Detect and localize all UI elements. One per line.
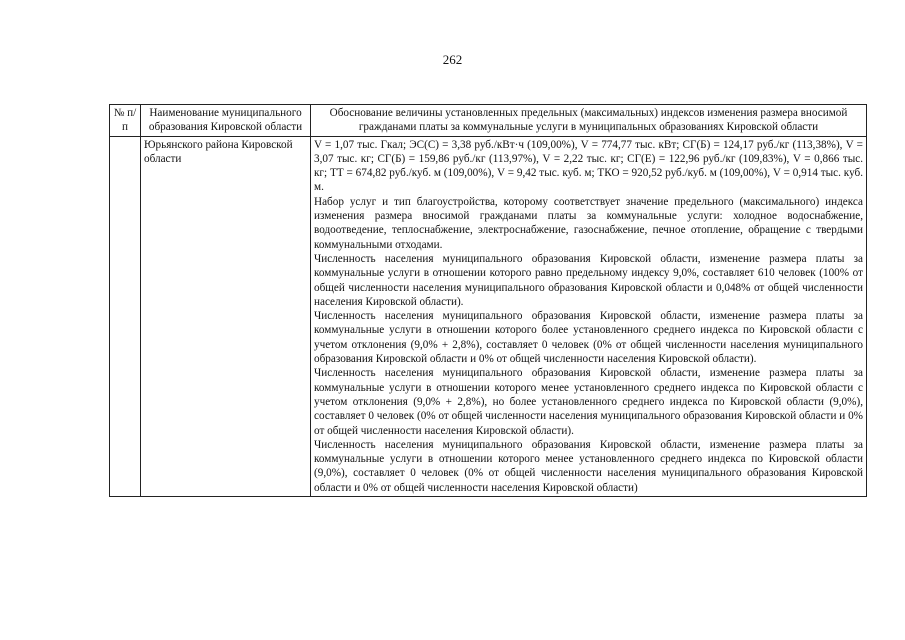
justification-paragraph: Численность населения муниципального образования Кировской области, изменение размера платы за коммунальные услуги в отношении которого менее установленного среднего индекса по Кировской области (9,0%), составляет 0 человек (0% от общей численности населения муниципального образования Кировской области и 0% от общей численности населения Кировской области) <box>314 438 863 494</box>
justification-paragraph: V = 1,07 тыс. Гкал; ЭС(С) = 3,38 руб./кВт·ч (109,00%), V = 774,77 тыс. кВт; СГ(Б) = 124,17 руб./кг (113,38%), V = 3,07 тыс. кг; СГ(Б) = 159,86 руб./кг (113,97%), V = 2,22 тыс. кг; СГ(Е) = 122,96 руб./кг (109,83%), V = 0,866 тыс. кг; ТТ = 674,82 руб./куб. м (109,00%), V = 9,42 тыс. куб. м; ТКО = 920,52 руб./куб. м (109,00%), V = 0,914 тыс. куб. м. <box>314 138 863 194</box>
tariff-index-table <box>109 104 867 497</box>
justification-paragraph: Численность населения муниципального образования Кировской области, изменение размера платы за коммунальные услуги в отношении которого более установленного среднего индекса по Кировской области с учетом отклонения (9,0% + 2,8%), составляет 0 человек (0% от общей численности населения муниципального образования Кировской области и 0% от общей численности населения Кировской области). <box>314 310 863 366</box>
header-number: № п/п <box>110 105 141 137</box>
row-municipality: Юрьянского района Кировской области <box>141 136 311 496</box>
table-header-row <box>110 105 867 137</box>
header-municipality: Наименование муниципального образования Кировской области <box>141 105 311 137</box>
justification-paragraph: Набор услуг и тип благоустройства, которому соответствует значение предельного (максимального) индекса изменения размера вносимой гражданами платы за коммунальные услуги: холодное водоснабжение, водоотведение, теплоснабжение, электроснабжение, газоснабжение, печное отопление, обращение с твердыми коммунальными отходами. <box>314 195 863 251</box>
page-number: 262 <box>442 52 463 67</box>
table-row <box>110 136 867 496</box>
justification-paragraph: Численность населения муниципального образования Кировской области, изменение размера платы за коммунальные услуги в отношении которого менее установленного среднего индекса по Кировской области с учетом отклонения (9,0% + 2,8%), но более установленного среднего индекса по Кировской области (9,0%), составляет 0 человек (0% от общей численности населения муниципального образования Кировской области и 0% от общей численности населения Кировской области). <box>314 367 863 437</box>
row-number <box>110 136 141 496</box>
header-justification: Обоснование величины установленных предельных (максимальных) индексов изменения размера вносимой гражданами платы за коммунальные услуги в муниципальных образованиях Кировской области <box>311 105 867 137</box>
row-justification <box>311 136 867 496</box>
justification-paragraph: Численность населения муниципального образования Кировской области, изменение размера платы за коммунальные услуги в отношении которого равно предельному индексу 9,0%, составляет 610 человек (100% от общей численности населения муниципального образования Кировской области и 0,048% от общей численности населения Кировской области). <box>314 252 863 308</box>
